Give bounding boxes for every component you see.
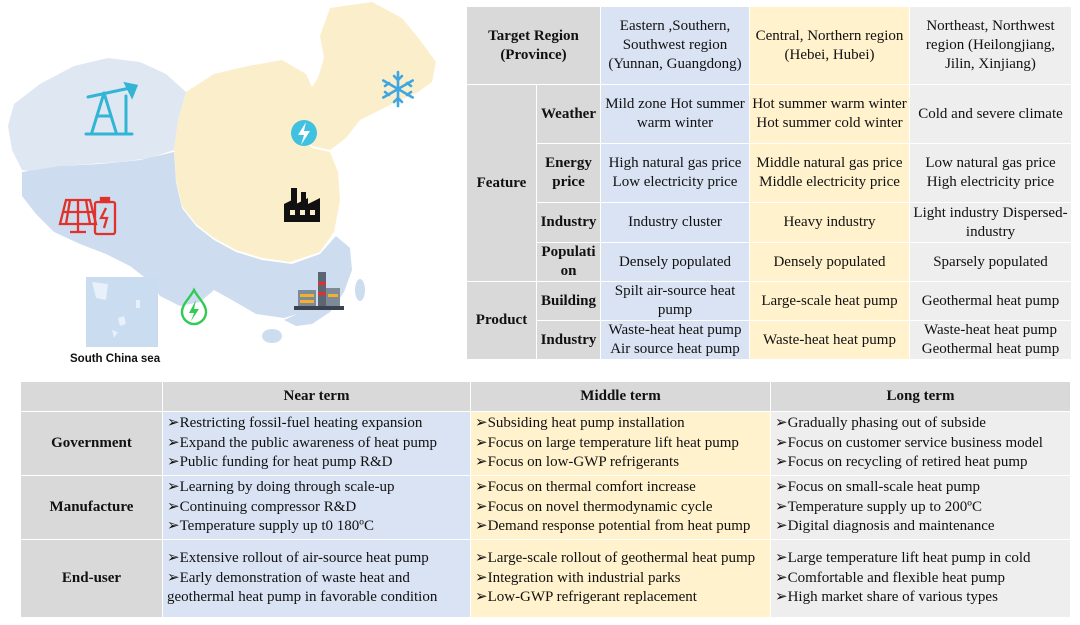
cell-weather-central: Hot summer warm winter Hot summer cold winter bbox=[750, 85, 910, 144]
cell-weather-south: Mild zone Hot summer warm winter bbox=[601, 85, 750, 144]
bullet-item: ➢Learning by doing through scale-up bbox=[167, 479, 395, 496]
region-header-central: Central, Northern region (Hebei, Hubei) bbox=[750, 7, 910, 85]
cell-building-north: Geothermal heat pump bbox=[910, 282, 1072, 321]
cell-population-north: Sparsely populated bbox=[910, 243, 1072, 282]
manufacture-long-term bbox=[771, 476, 1071, 540]
row-label-population: Populati on bbox=[537, 243, 601, 282]
bullet-item: ➢Focus on recycling of retired heat pump bbox=[775, 454, 1028, 471]
row-label-manufacture: Manufacture bbox=[21, 476, 163, 540]
roadmap-table bbox=[20, 381, 1071, 618]
bullet-item: ➢Large temperature lift heat pump in cold bbox=[775, 550, 1031, 567]
bullet-item: ➢Subsiding heat pump installation bbox=[475, 415, 685, 432]
row-label-government: Government bbox=[21, 412, 163, 476]
bullet-item: ➢High market share of various types bbox=[775, 589, 998, 606]
column-middle-term: Middle term bbox=[471, 382, 771, 412]
target-region-header: Target Region (Province) bbox=[467, 7, 601, 85]
bullet-item: ➢Focus on small-scale heat pump bbox=[775, 479, 981, 496]
bullet-item: ➢Focus on thermal comfort increase bbox=[475, 479, 696, 496]
row-label-industry: Industry bbox=[537, 203, 601, 243]
bullet-item: ➢Focus on novel thermodynamic cycle bbox=[475, 498, 713, 515]
cell-prod-industry-south: Waste-heat heat pump Air source heat pump bbox=[601, 321, 750, 360]
map-island-hainan bbox=[262, 329, 282, 343]
cell-industry-north: Light industry Dispersed-industry bbox=[910, 203, 1072, 243]
bullet-item: ➢Continuing compressor R&D bbox=[167, 498, 357, 515]
map-label: South China sea bbox=[70, 353, 161, 365]
map-region-northeast bbox=[296, 2, 436, 150]
column-near-term: Near term bbox=[163, 382, 471, 412]
bullet-item: ➢Comfortable and flexible heat pump bbox=[775, 569, 1006, 586]
column-long-term: Long term bbox=[771, 382, 1071, 412]
government-near-term bbox=[163, 412, 471, 476]
bullet-item: ➢Public funding for heat pump R&D bbox=[167, 454, 393, 471]
row-label-energy-price: Energy price bbox=[537, 144, 601, 203]
cell-building-central: Large-scale heat pump bbox=[750, 282, 910, 321]
cell-industry-south: Industry cluster bbox=[601, 203, 750, 243]
bullet-item: ➢Focus on customer service business model bbox=[775, 434, 1043, 451]
roadmap-corner bbox=[21, 382, 163, 412]
bullet-item: ➢Focus on low-GWP refrigerants bbox=[475, 454, 680, 471]
end-user-middle-term bbox=[471, 540, 771, 618]
bullet-item: ➢Focus on large temperature lift heat pump bbox=[475, 434, 739, 451]
manufacture-near-term bbox=[163, 476, 471, 540]
cell-prod-industry-north: Waste-heat heat pump Geothermal heat pump bbox=[910, 321, 1072, 360]
group-product: Product bbox=[467, 282, 537, 360]
cell-weather-north: Cold and severe climate bbox=[910, 85, 1072, 144]
bullet-item: ➢Low-GWP refrigerant replacement bbox=[475, 589, 697, 606]
bullet-item: ➢Integration with industrial parks bbox=[475, 569, 681, 586]
bullet-item: ➢Restricting fossil-fuel heating expansion bbox=[167, 415, 423, 432]
bullet-item: ➢Large-scale rollout of geothermal heat pump bbox=[475, 550, 756, 567]
lightning-icon bbox=[291, 120, 317, 146]
bullet-item: ➢Extensive rollout of air-source heat pump bbox=[167, 550, 429, 567]
manufacture-middle-term bbox=[471, 476, 771, 540]
region-header-north: Northeast, Northwest region (Heilongjiang, Jilin, Xinjiang) bbox=[910, 7, 1072, 85]
bullet-item: ➢Temperature supply up t0 180ºC bbox=[167, 518, 374, 535]
cell-industry-central: Heavy industry bbox=[750, 203, 910, 243]
cell-prod-industry-central: Waste-heat heat pump bbox=[750, 321, 910, 360]
bullet-item: ➢Expand the public awareness of heat pump bbox=[167, 434, 437, 451]
row-label-end-user: End-user bbox=[21, 540, 163, 618]
row-label-product-industry: Industry bbox=[537, 321, 601, 360]
china-map bbox=[0, 0, 465, 375]
group-feature: Feature bbox=[467, 85, 537, 282]
bullet-item: ➢Temperature supply up to 200ºC bbox=[775, 498, 982, 515]
government-middle-term bbox=[471, 412, 771, 476]
bullet-item: ➢Demand response potential from heat pump bbox=[475, 518, 751, 535]
cell-energy-south: High natural gas price Low electricity price bbox=[601, 144, 750, 203]
cell-energy-north: Low natural gas price High electricity price bbox=[910, 144, 1072, 203]
government-long-term bbox=[771, 412, 1071, 476]
bullet-item: ➢Digital diagnosis and maintenance bbox=[775, 518, 995, 535]
region-feature-table bbox=[466, 6, 1072, 360]
end-user-near-term bbox=[163, 540, 471, 618]
map-island-taiwan bbox=[355, 279, 365, 301]
cell-energy-central: Middle natural gas price Middle electricity price bbox=[750, 144, 910, 203]
region-header-south: Eastern ,Southern, Southwest region (Yunnan, Guangdong) bbox=[601, 7, 750, 85]
cell-population-central: Densely populated bbox=[750, 243, 910, 282]
end-user-long-term bbox=[771, 540, 1071, 618]
row-label-building: Building bbox=[537, 282, 601, 321]
bullet-item: ➢Gradually phasing out of subside bbox=[775, 415, 986, 432]
cell-population-south: Densely populated bbox=[601, 243, 750, 282]
cell-building-south: Spilt air-source heat pump bbox=[601, 282, 750, 321]
bullet-item: ➢Early demonstration of waste heat and geothermal heat pump in favorable condition bbox=[167, 569, 438, 606]
row-label-weather: Weather bbox=[537, 85, 601, 144]
